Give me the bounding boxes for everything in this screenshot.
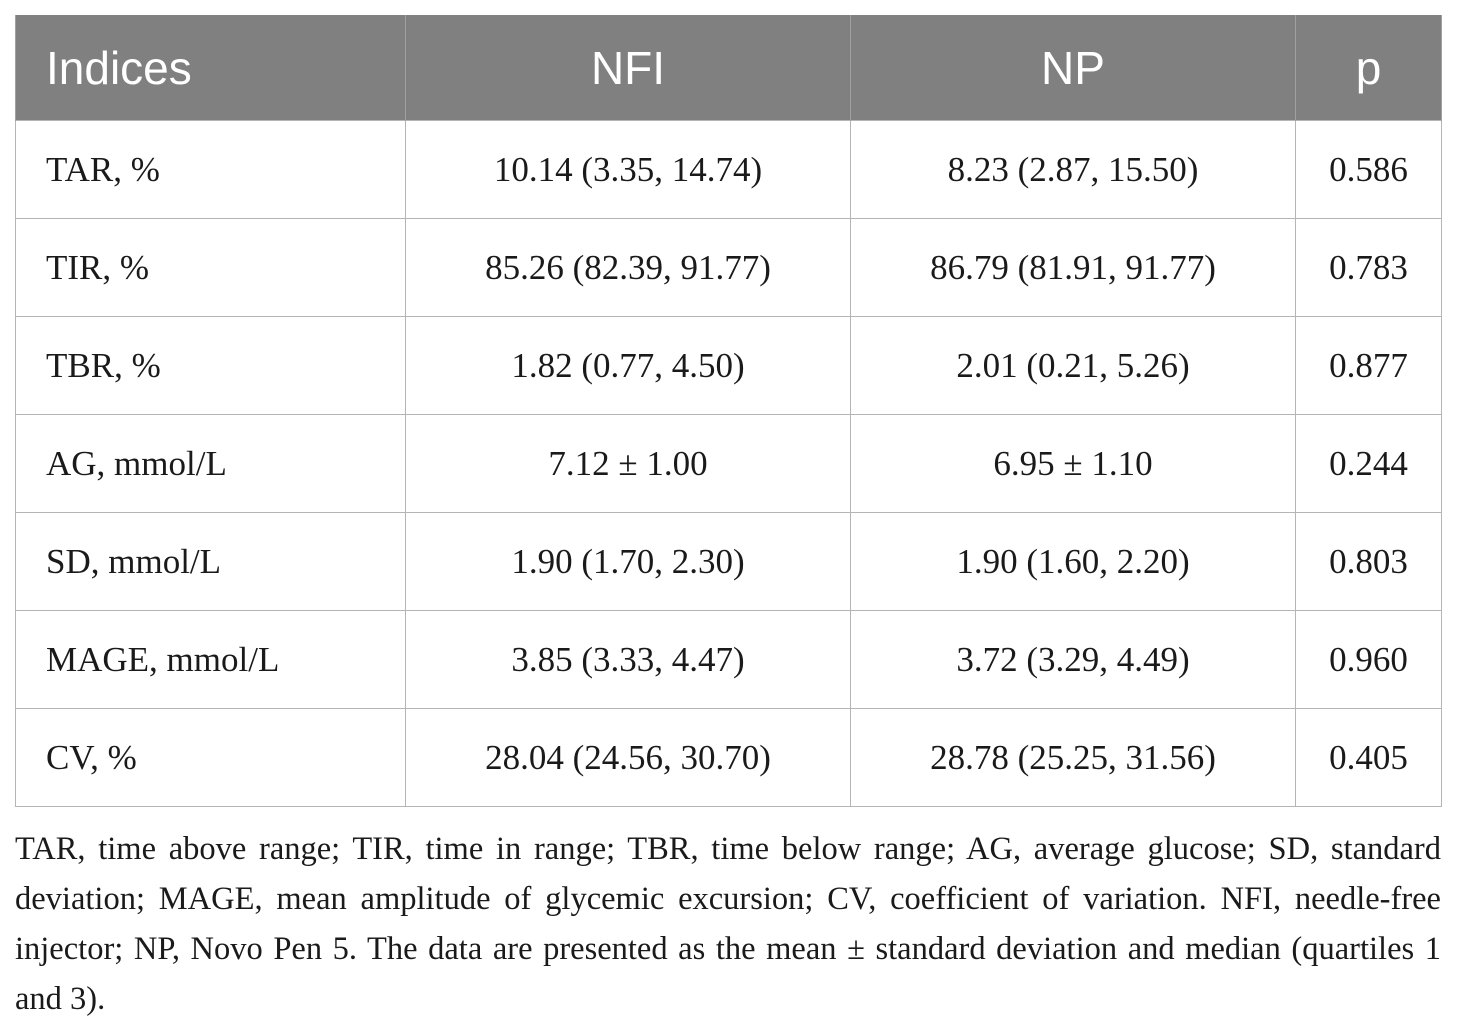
table-header-row <box>16 15 1442 121</box>
nfi-value: 1.90 (1.70, 2.30) <box>406 513 851 611</box>
table-footnote: TAR, time above range; TIR, time in range; TBR, time below range; AG, average glucose; SD, standard deviation; MAGE, mean amplitude of glycemic excursion; CV, coefficient of variation. NFI, needle-free injector; NP, Novo Pen 5. The data are presented as the mean ± standard deviation and median (quartiles 1 and 3). <box>15 831 1441 1017</box>
p-value: 0.783 <box>1296 219 1442 317</box>
np-value: 86.79 (81.91, 91.77) <box>851 219 1296 317</box>
header-nfi: NFI <box>406 15 851 121</box>
row-label: AG, mmol/L <box>16 415 406 513</box>
header-p: p <box>1296 15 1442 121</box>
np-value: 6.95 ± 1.10 <box>851 415 1296 513</box>
np-value: 3.72 (3.29, 4.49) <box>851 611 1296 709</box>
header-indices: Indices <box>16 15 406 121</box>
table-row <box>16 415 1442 513</box>
table-row <box>16 709 1442 807</box>
np-value: 28.78 (25.25, 31.56) <box>851 709 1296 807</box>
table-row <box>16 611 1442 709</box>
np-value: 2.01 (0.21, 5.26) <box>851 317 1296 415</box>
row-label: MAGE, mmol/L <box>16 611 406 709</box>
data-table-container <box>15 15 1441 807</box>
nfi-value: 10.14 (3.35, 14.74) <box>406 121 851 219</box>
row-label: TIR, % <box>16 219 406 317</box>
table-row <box>16 219 1442 317</box>
p-value: 0.803 <box>1296 513 1442 611</box>
nfi-value: 1.82 (0.77, 4.50) <box>406 317 851 415</box>
p-value: 0.960 <box>1296 611 1442 709</box>
p-value: 0.877 <box>1296 317 1442 415</box>
row-label: TBR, % <box>16 317 406 415</box>
p-value: 0.405 <box>1296 709 1442 807</box>
np-value: 1.90 (1.60, 2.20) <box>851 513 1296 611</box>
header-np: NP <box>851 15 1296 121</box>
table-row <box>16 121 1442 219</box>
np-value: 8.23 (2.87, 15.50) <box>851 121 1296 219</box>
row-label: TAR, % <box>16 121 406 219</box>
glycemic-indices-table <box>15 15 1442 807</box>
p-value: 0.586 <box>1296 121 1442 219</box>
row-label: CV, % <box>16 709 406 807</box>
table-row <box>16 513 1442 611</box>
nfi-value: 28.04 (24.56, 30.70) <box>406 709 851 807</box>
nfi-value: 85.26 (82.39, 91.77) <box>406 219 851 317</box>
row-label: SD, mmol/L <box>16 513 406 611</box>
p-value: 0.244 <box>1296 415 1442 513</box>
nfi-value: 7.12 ± 1.00 <box>406 415 851 513</box>
table-row <box>16 317 1442 415</box>
nfi-value: 3.85 (3.33, 4.47) <box>406 611 851 709</box>
